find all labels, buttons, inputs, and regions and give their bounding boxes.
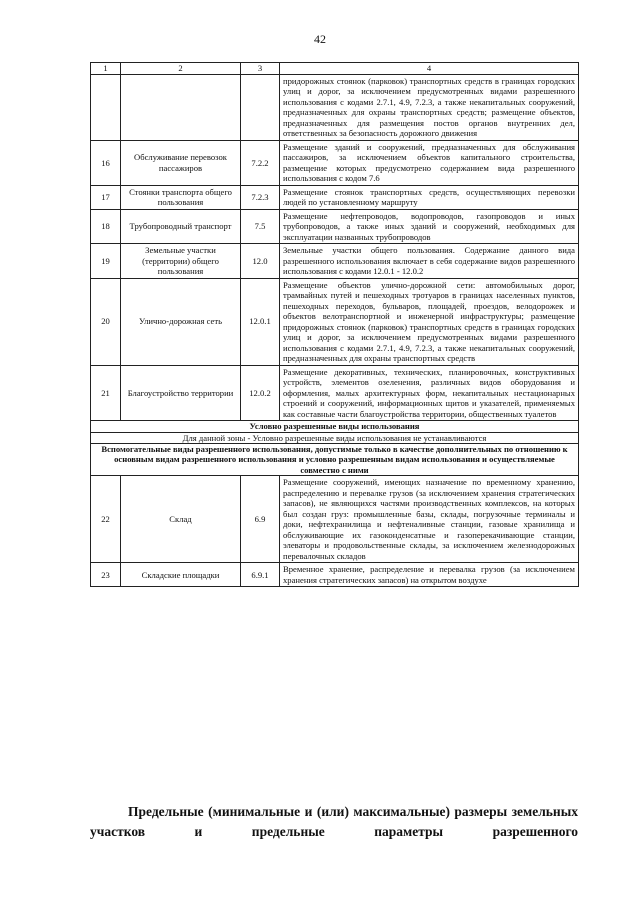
header-cell-4: 4	[280, 63, 579, 75]
row-number: 20	[91, 278, 121, 365]
land-use-name: Складские площадки	[121, 563, 241, 587]
land-use-description: придорожных стоянок (парковок) транспортных средств в границах городских улиц и дорог, за исключением предусмотренных видами разрешенного использования с кодами 2.7.1, 4.9, 7.2.3, а также некапитальных сооружений, предназначенных для охраны транспортных средств; размещение объектов, предназначенных для размещения постов органов внутренних дел, ответственных за безопасность дорожного движения	[280, 75, 579, 141]
row-number: 23	[91, 563, 121, 587]
land-use-description: Временное хранение, распределение и перевалка грузов (за исключением хранения стратегических запасов) на открытом воздухе	[280, 563, 579, 587]
page-number: 42	[314, 32, 326, 46]
land-use-description: Размещение нефтепроводов, водопроводов, газопроводов и иных трубопроводов, а также иных зданий и сооружений, необходимых для эксплуатации названных трубопроводов	[280, 209, 579, 243]
row-number	[91, 75, 121, 141]
footer-heading: Предельные (минимальные и (или) максимальные) размеры земельных участков и предельные параметры разрешенного	[90, 804, 578, 840]
land-use-table	[90, 62, 579, 587]
row-number: 18	[91, 209, 121, 243]
land-use-code: 6.9.1	[241, 563, 280, 587]
table-row	[91, 278, 579, 365]
land-use-name: Трубопроводный транспорт	[121, 209, 241, 243]
land-use-description: Размещение декоративных, технических, планировочных, конструктивных устройств, элементов озеленения, различных видов оборудования и оформления, малых архитектурных форм, некапитальных нестационарных строений и сооружений, информационных щитов и указателей, применяемых как составные части благоустройства территории, общественных туалетов	[280, 365, 579, 420]
section-title-auxiliary-row	[91, 443, 579, 475]
row-number: 21	[91, 365, 121, 420]
section-title-conditional: Условно разрешенные виды использования	[91, 421, 579, 432]
land-use-code: 12.0.2	[241, 365, 280, 420]
land-use-name: Обслуживание перевозок пассажиров	[121, 140, 241, 185]
land-use-code: 7.2.2	[241, 140, 280, 185]
table-row	[91, 365, 579, 420]
land-use-name: Склад	[121, 476, 241, 563]
header-cell-3: 3	[241, 63, 280, 75]
land-use-name	[121, 75, 241, 141]
table-row	[91, 140, 579, 185]
land-use-code: 7.2.3	[241, 185, 280, 209]
land-use-name: Земельные участки (территории) общего пользования	[121, 244, 241, 278]
land-use-code	[241, 75, 280, 141]
land-use-description: Земельные участки общего пользования. Содержание данного вида разрешенного использования включает в себя содержание видов разрешенного использования с кодами 12.0.1 - 12.0.2	[280, 244, 579, 278]
row-number: 17	[91, 185, 121, 209]
section-title-conditional-row	[91, 421, 579, 432]
land-use-description: Размещение зданий и сооружений, предназначенных для обслуживания пассажиров, за исключением объектов капитального строительства, размещение которых предусмотрено содержанием вида разрешенного использования с кодом 7.6	[280, 140, 579, 185]
row-number: 22	[91, 476, 121, 563]
row-number: 19	[91, 244, 121, 278]
table-row	[91, 244, 579, 278]
note-conditional-row	[91, 432, 579, 443]
land-use-description: Размещение объектов улично-дорожной сети: автомобильных дорог, трамвайных путей и пешеходных тротуаров в границах населенных пунктов, пешеходных переходов, бульваров, площадей, проездов, велодорожек и объектов велотранспортной и инженерной инфраструктуры; размещение придорожных стоянок (парковок) транспортных средств в границах городских улиц и дорог, за исключением предусмотренных видами разрешенного использования с кодами 2.7.1, 4.9, 7.2.3, а также некапитальных сооружений, предназначенных для охраны транспортных средств	[280, 278, 579, 365]
land-use-code: 6.9	[241, 476, 280, 563]
note-conditional: Для данной зоны - Условно разрешенные виды использования не устанавливаются	[91, 432, 579, 443]
table-row	[91, 75, 579, 141]
table-row	[91, 209, 579, 243]
row-number: 16	[91, 140, 121, 185]
land-use-name: Благоустройство территории	[121, 365, 241, 420]
table-row	[91, 563, 579, 587]
land-use-description: Размещение стоянок транспортных средств, осуществляющих перевозки людей по установленному маршруту	[280, 185, 579, 209]
land-use-code: 12.0.1	[241, 278, 280, 365]
table-row	[91, 476, 579, 563]
land-use-name: Улично-дорожная сеть	[121, 278, 241, 365]
land-use-code: 12.0	[241, 244, 280, 278]
table-row	[91, 185, 579, 209]
header-cell-1: 1	[91, 63, 121, 75]
table-header-row	[91, 63, 579, 75]
header-cell-2: 2	[121, 63, 241, 75]
land-use-name: Стоянки транспорта общего пользования	[121, 185, 241, 209]
section-title-auxiliary: Вспомогательные виды разрешенного использования, допустимые только в качестве дополнительных по отношению к основным видам разрешенного использования и условно разрешенным видам использования и осуществляемые совместно с ними	[91, 443, 579, 475]
land-use-code: 7.5	[241, 209, 280, 243]
land-use-description: Размещение сооружений, имеющих назначение по временному хранению, распределению и перевалке грузов (за исключением хранения стратегических запасов), не являющихся частями производственных комплексов, на которых был создан груз: промышленные базы, склады, погрузочные терминалы и доки, нефтехранилища и нефтеналивные станции, газовые хранилища и обслуживающие их газоконденсатные и газоперекачивающие станции, элеваторы и продовольственные склады, за исключением железнодорожных перевалочных складов	[280, 476, 579, 563]
